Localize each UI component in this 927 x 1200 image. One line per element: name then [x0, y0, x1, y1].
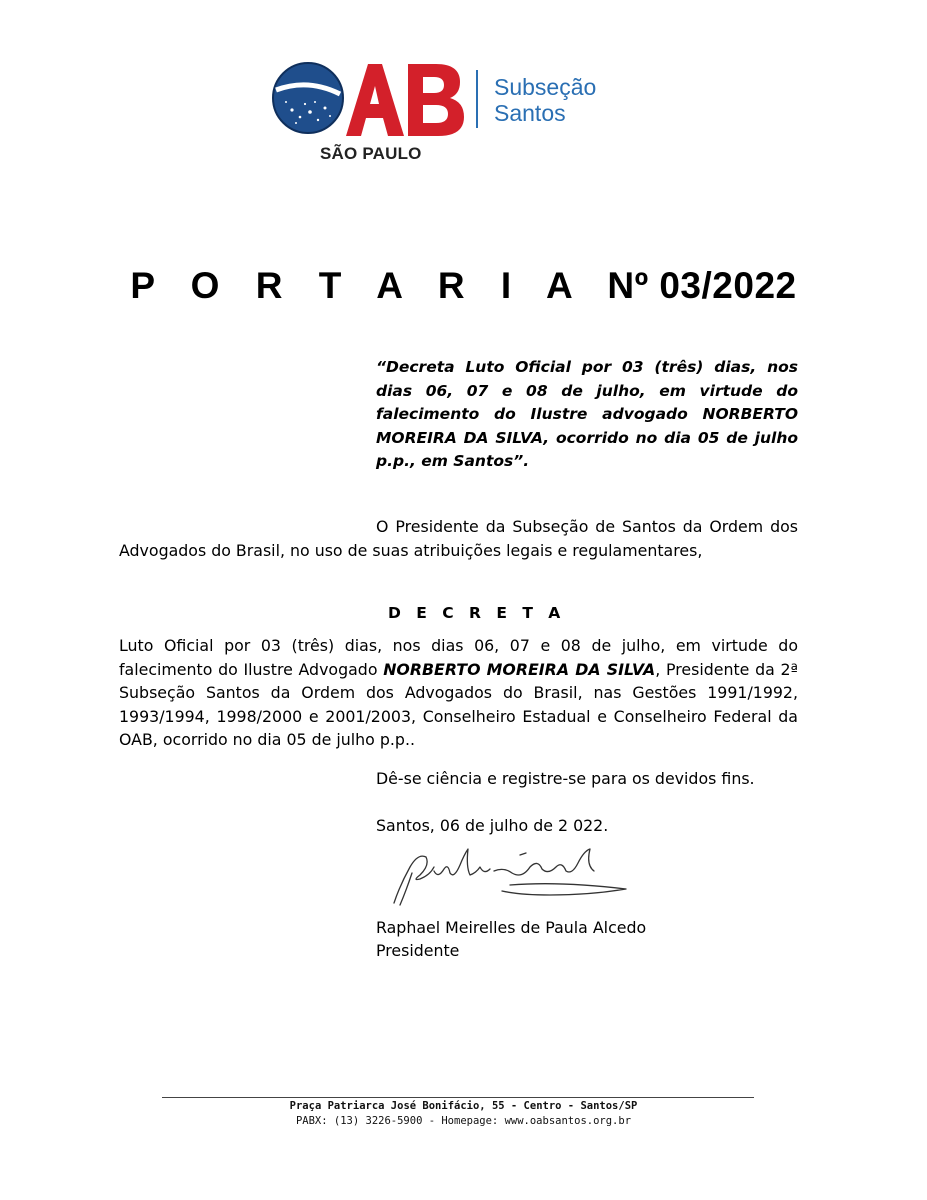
- decree-paragraph: [119, 634, 798, 752]
- decreta-heading: D E C R E T A: [388, 604, 566, 622]
- decree-text-1: Luto Oficial por 03 (três) dias, nos dias 06, 07 e 08 de julho, em virtude do falecimento do Ilustre Advogado: [119, 636, 798, 679]
- footer-address: Praça Patriarca José Bonifácio, 55 - Centro - Santos/SP: [289, 1100, 638, 1112]
- ciencia-line: Dê-se ciência e registre-se para os devidos fins.: [376, 769, 755, 788]
- subsection-line-2: Santos: [494, 100, 566, 126]
- subsection-label: [494, 74, 596, 126]
- logo-divider: [476, 70, 478, 128]
- page-title: [0, 265, 927, 307]
- subsection-line-1: Subseção: [494, 74, 597, 100]
- ementa-summary: “Decreta Luto Oficial por 03 (três) dias, nos dias 06, 07 e 08 de julho, em virtude do falecimento do Ilustre advogado NORBERTO MOREIRA DA SILVA, ocorrido no dia 05 de julho p.p., em Santos”.: [376, 358, 798, 470]
- logo-region-label: SÃO PAULO: [320, 144, 422, 163]
- handwritten-signature: [390, 845, 640, 909]
- deceased-name: NORBERTO MOREIRA DA SILVA: [383, 659, 656, 679]
- preamble-paragraph: O Presidente da Subseção de Santos da Ordem dos Advogados do Brasil, no uso de suas atribuições legais e regulamentares,: [119, 517, 798, 560]
- title-word: P O R T A R I A: [130, 265, 586, 306]
- signer-name: Raphael Meirelles de Paula Alcedo: [376, 918, 647, 937]
- decree-text-2: , Presidente da 2ª Subseção Santos da Ordem dos Advogados do Brasil, nas Gestões 1991/1992, 1993/1994, 1998/2000 e 2001/2003, Conselheiro Estadual e Conselheiro Federal da OAB, ocorrido no dia 05 de julho p.p..: [119, 659, 798, 749]
- oab-emblem: [270, 60, 470, 142]
- footer-divider: [162, 1097, 754, 1098]
- place-date: Santos, 06 de julho de 2 022.: [376, 816, 609, 835]
- title-number: Nº 03/2022: [607, 265, 797, 306]
- oab-logo: [270, 60, 630, 170]
- footer-contact: PABX: (13) 3226-5900 - Homepage: www.oabsantos.org.br: [295, 1115, 632, 1127]
- signer-role: Presidente: [376, 941, 460, 960]
